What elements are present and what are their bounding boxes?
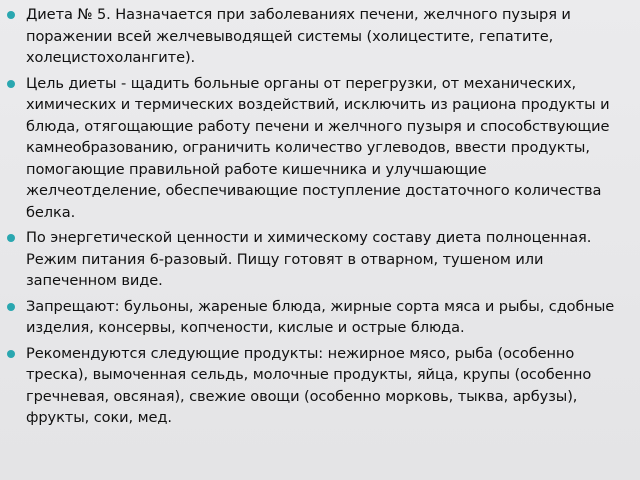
bullet-text: Цель диеты - щадить больные органы от перегрузки, от механических, химических и термических воздействий, исключить из рациона продукты и блюда, отягощающие работу печени и желчного пузыря и способствующие камнеобразованию, ограничить количество углеводов, ввести продукты, помогающие правильной работе кишечника и улучшающие желчеотделение, обеспечивающие поступление достаточного количества белка. <box>26 74 610 221</box>
bullet-text: Рекомендуются следующие продукты: нежирное мясо, рыба (особенно треска), вымоченная сельдь, молочные продукты, яйца, крупы (особенно гречневая, овсяная), свежие овощи (особенно морковь, тыква, арбузы), фрукты, соки, мед. <box>26 344 592 426</box>
bullet-text: Запрещают: бульоны, жареные блюда, жирные сорта мяса и рыбы, сдобные изделия, консервы, копчености, кислые и острые блюда. <box>26 297 615 336</box>
bullet-item-energy <box>6 227 626 292</box>
bullet-dot-icon <box>7 234 15 242</box>
bullet-dot-icon <box>7 80 15 88</box>
bullet-list <box>6 4 626 429</box>
bullet-item-forbidden <box>6 296 626 339</box>
bullet-item-recommended <box>6 343 626 429</box>
bullet-text: Диета № 5. Назначается при заболеваниях печени, желчного пузыря и поражении всей желчевыводящей системы (холицестите, гепатите, холецистохолангите). <box>26 6 571 66</box>
bullet-dot-icon <box>7 303 15 311</box>
bullet-dot-icon <box>7 11 15 19</box>
bullet-item-diet-5 <box>6 4 626 69</box>
bullet-dot-icon <box>7 350 15 358</box>
bullet-text: По энергетической ценности и химическому составу диета полноценная. Режим питания 6-разовый. Пищу готовят в отварном, тушеном или запеченном виде. <box>26 229 592 289</box>
bullet-item-goal <box>6 73 626 224</box>
